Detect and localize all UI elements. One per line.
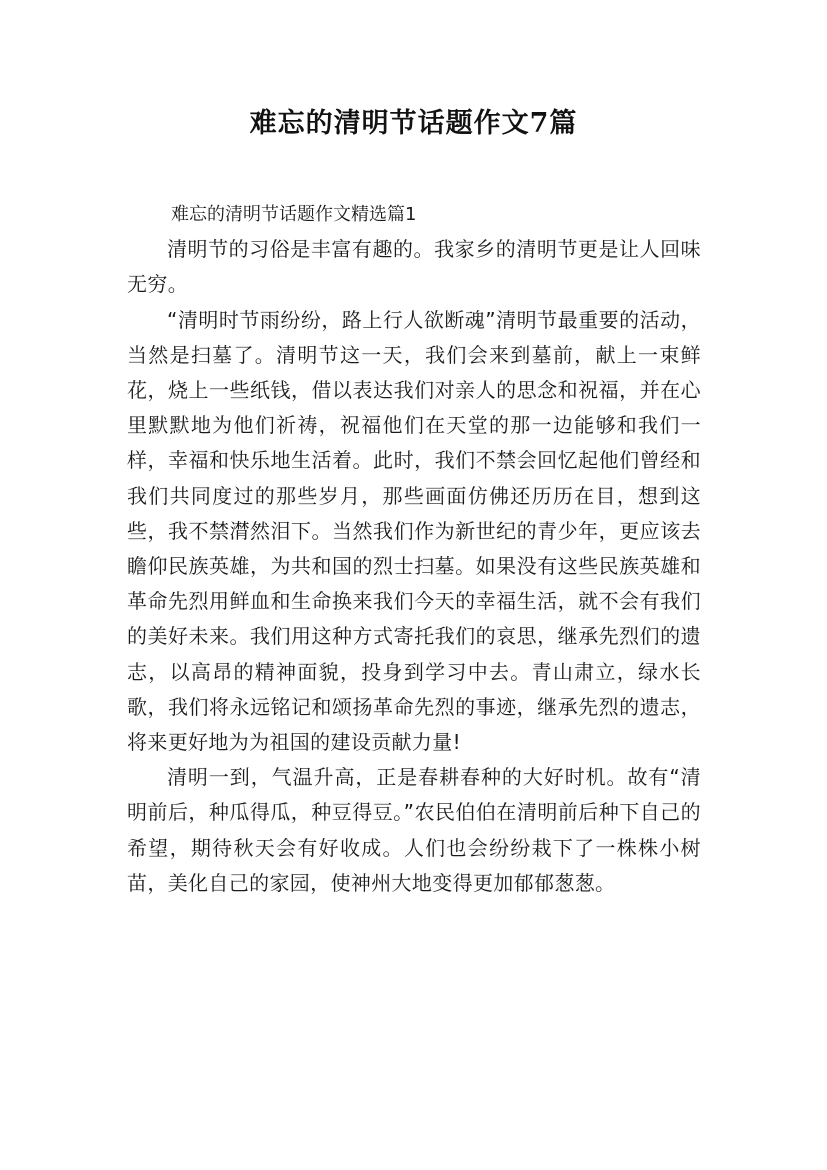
section-heading: 难忘的清明节话题作文精选篇1 — [171, 204, 417, 225]
paragraph-3: 清明一到，气温升高，正是春耕春种的大好时机。故有“清明前后，种瓜得瓜，种豆得豆。”农民伯伯在清明前后种下自己的希望，期待秋天会有好收成。人们也会纷纷栽下了一株株小树苗，美化自己的家园，使神州大地变得更加郁郁葱葱。 — [127, 765, 701, 895]
document-title: 难忘的清明节话题作文7篇 — [249, 108, 578, 139]
document-body — [127, 197, 701, 901]
paragraph-1: 清明节的习俗是丰富有趣的。我家乡的清明节更是让人回味无穷。 — [127, 237, 701, 297]
paragraph-2: “清明时节雨纷纷，路上行人欲断魂”清明节最重要的活动，当然是扫墓了。清明节这一天，我们会来到墓前，献上一束鲜花，烧上一些纸钱，借以表达我们对亲人的思念和祝福，并在心里默默地为他们祈祷，祝福他们在天堂的那一边能够和我们一样，幸福和快乐地生活着。此时，我们不禁会回忆起他们曾经和我们共同度过的那些岁月，那些画面仿佛还历历在目，想到这些，我不禁潸然泪下。当然我们作为新世纪的青少年，更应该去瞻仰民族英雄，为共和国的烈士扫墓。如果没有这些民族英雄和革命先烈用鲜血和生命换来我们今天的幸福生活，就不会有我们的美好未来。我们用这种方式寄托我们的哀思，继承先烈们的遗志，以高昂的精神面貌，投身到学习中去。青山肃立，绿水长歌，我们将永远铭记和颂扬革命先烈的事迹，继承先烈的遗志，将来更好地为为祖国的建设贡献力量! — [127, 307, 701, 755]
